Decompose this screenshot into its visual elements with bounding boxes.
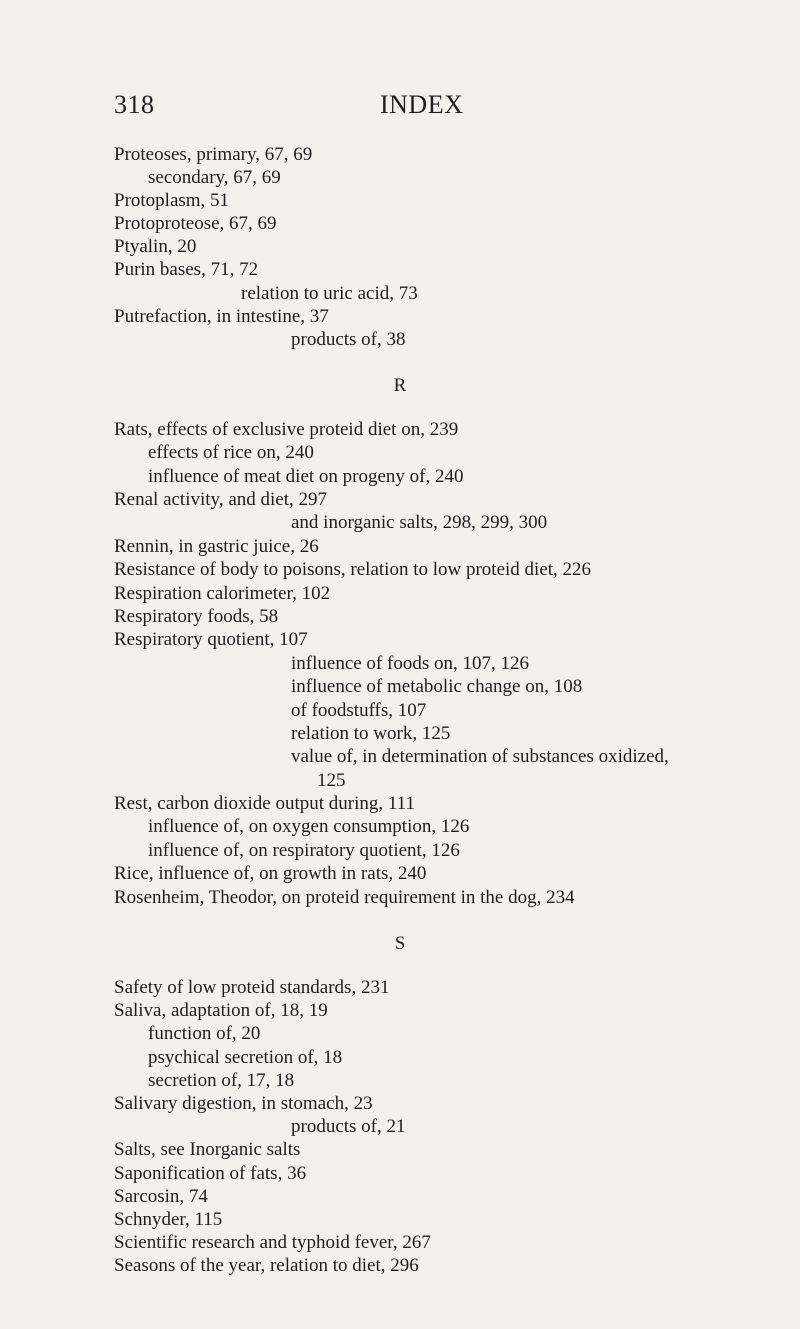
index-body bbox=[114, 143, 800, 1277]
index-section-r bbox=[114, 418, 800, 909]
index-subentry: psychical secretion of, 18 bbox=[148, 1046, 343, 1068]
index-entry: Schnyder, 115 bbox=[114, 1208, 223, 1230]
index-entry: Putrefaction, in intestine, 37 bbox=[114, 305, 329, 327]
index-subentry: secretion of, 17, 18 bbox=[148, 1069, 295, 1091]
index-section-s bbox=[114, 976, 800, 1277]
index-entry: Rice, influence of, on growth in rats, 240 bbox=[114, 863, 427, 885]
index-entry: Saliva, adaptation of, 18, 19 bbox=[114, 1000, 328, 1022]
index-entry: Rennin, in gastric juice, 26 bbox=[114, 535, 319, 557]
section-letter-r: R bbox=[393, 374, 407, 396]
index-entry: Rosenheim, Theodor, on proteid requirement in the dog, 234 bbox=[114, 886, 575, 908]
index-subentry: and inorganic salts, 298, 299, 300 bbox=[291, 512, 548, 534]
index-entry: Sarcosin, 74 bbox=[114, 1185, 208, 1207]
index-entry: Protoplasm, 51 bbox=[114, 190, 230, 212]
index-subentry: value of, in determination of substances oxidized, bbox=[291, 746, 669, 768]
section-letter-s: S bbox=[394, 933, 406, 955]
index-subentry: function of, 20 bbox=[148, 1023, 261, 1045]
index-subentry: of foodstuffs, 107 bbox=[291, 699, 427, 721]
index-subentry: products of, 21 bbox=[291, 1116, 406, 1138]
index-continuation: 125 bbox=[317, 769, 346, 791]
index-subentry: products of, 38 bbox=[291, 328, 406, 350]
index-entry: Respiratory quotient, 107 bbox=[114, 629, 308, 651]
index-subentry: influence of metabolic change on, 108 bbox=[291, 676, 583, 698]
index-subentry: influence of, on oxygen consumption, 126 bbox=[148, 816, 470, 838]
index-entry: Resistance of body to poisons, relation to low proteid diet, 226 bbox=[114, 559, 592, 581]
index-entry: Rest, carbon dioxide output during, 111 bbox=[114, 793, 415, 815]
index-entry: Protoproteose, 67, 69 bbox=[114, 213, 277, 235]
index-entry: Ptyalin, 20 bbox=[114, 236, 197, 258]
index-entry: Salts, see Inorganic salts bbox=[114, 1139, 301, 1161]
index-entry: Respiratory foods, 58 bbox=[114, 605, 279, 627]
page-number: 318 bbox=[114, 90, 155, 119]
index-entry: Scientific research and typhoid fever, 267 bbox=[114, 1232, 431, 1254]
index-subentry: secondary, 67, 69 bbox=[148, 167, 281, 189]
index-entry: Salivary digestion, in stomach, 23 bbox=[114, 1092, 373, 1114]
index-entry: Saponification of fats, 36 bbox=[114, 1162, 307, 1184]
index-entry: Rats, effects of exclusive proteid diet on, 239 bbox=[114, 418, 459, 440]
index-subentry: relation to uric acid, 73 bbox=[241, 282, 418, 304]
index-entry: Renal activity, and diet, 297 bbox=[114, 489, 327, 511]
index-subentry: influence of, on respiratory quotient, 126 bbox=[148, 839, 460, 861]
index-entry: Safety of low proteid standards, 231 bbox=[114, 977, 390, 999]
index-entry: Purin bases, 71, 72 bbox=[114, 259, 259, 281]
index-subentry: influence of meat diet on progeny of, 240 bbox=[148, 465, 464, 487]
index-subentry: effects of rice on, 240 bbox=[148, 442, 314, 464]
index-section-p bbox=[114, 143, 800, 351]
index-entry: Respiration calorimeter, 102 bbox=[114, 582, 331, 604]
running-head: INDEX bbox=[380, 90, 464, 119]
index-subentry: relation to work, 125 bbox=[291, 722, 451, 744]
index-subentry: influence of foods on, 107, 126 bbox=[291, 652, 529, 674]
page-header bbox=[0, 90, 800, 126]
index-entry: Proteoses, primary, 67, 69 bbox=[114, 144, 313, 165]
index-entry: Seasons of the year, relation to diet, 296 bbox=[114, 1255, 419, 1277]
